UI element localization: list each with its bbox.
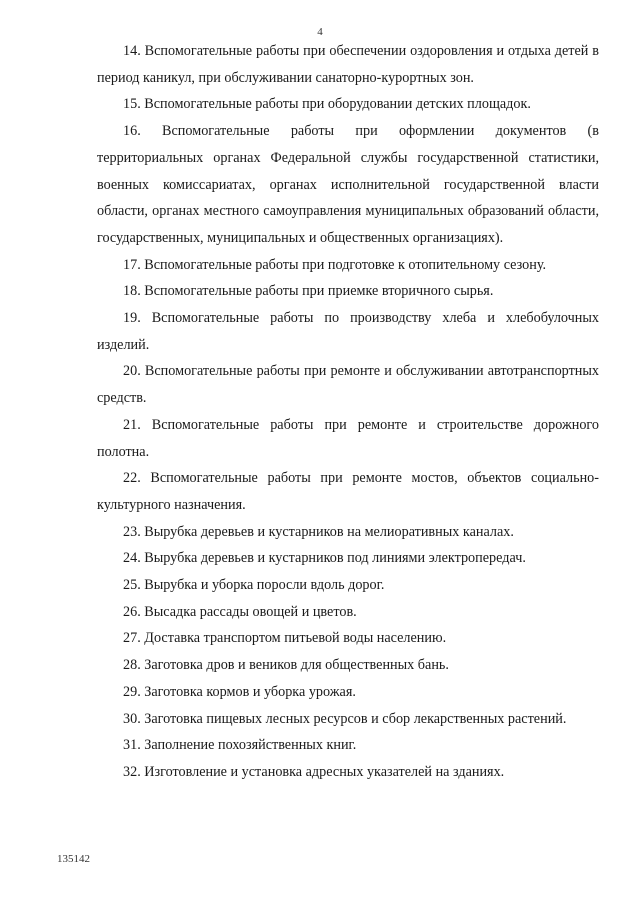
document-body — [97, 38, 599, 786]
list-item: 14. Вспомогательные работы при обеспечении оздоровления и отдыха детей в период каникул, при обслуживании санаторно-курортных зон. — [97, 43, 599, 86]
list-item: 25. Вырубка и уборка поросли вдоль дорог. — [123, 577, 385, 594]
list-item: 18. Вспомогательные работы при приемке вторичного сырья. — [123, 283, 494, 300]
list-item: 31. Заполнение похозяйственных книг. — [123, 737, 357, 754]
list-item: 24. Вырубка деревьев и кустарников под линиями электропередач. — [123, 550, 526, 567]
list-item: 23. Вырубка деревьев и кустарников на мелиоративных каналах. — [123, 523, 514, 540]
list-item: 28. Заготовка дров и веников для общественных бань. — [123, 657, 449, 674]
list-item: 30. Заготовка пищевых лесных ресурсов и сбор лекарственных растений. — [123, 710, 567, 727]
page-number: 4 — [317, 26, 323, 38]
list-item: 29. Заготовка кормов и уборка урожая. — [123, 683, 356, 700]
list-item: 17. Вспомогательные работы при подготовке к отопительному сезону. — [123, 256, 547, 273]
list-item: 27. Доставка транспортом питьевой воды населению. — [123, 630, 447, 647]
document-id: 135142 — [57, 853, 90, 865]
list-item: 16. Вспомогательные работы при оформлении документов (в территориальных органах Федеральной службы государственной статистики, военных комиссариатах, органах исполнительной государственной власти области, органах местного самоуправления муниципальных образований области, государственных, муниципальных и общественных организациях). — [97, 123, 599, 246]
list-item: 26. Высадка рассады овощей и цветов. — [123, 603, 357, 620]
list-item: 32. Изготовление и установка адресных указателей на зданиях. — [123, 763, 505, 780]
list-item: 20. Вспомогательные работы при ремонте и обслуживании автотранспортных средств. — [97, 363, 599, 407]
list-item: 19. Вспомогательные работы по производству хлеба и хлебобулочных изделий. — [97, 310, 599, 353]
list-item: 22. Вспомогательные работы при ремонте мостов, объектов социально-культурного назначения. — [97, 470, 599, 513]
list-item: 15. Вспомогательные работы при оборудовании детских площадок. — [123, 96, 531, 113]
list-item: 21. Вспомогательные работы при ремонте и строительстве дорожного полотна. — [97, 416, 599, 460]
